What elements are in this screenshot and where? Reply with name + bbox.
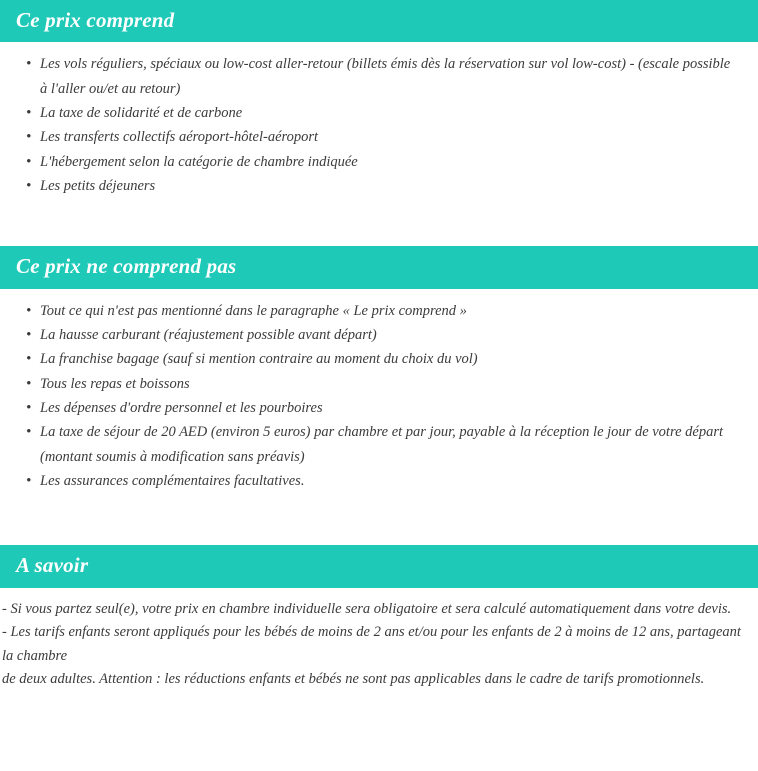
note-paragraph: - Si vous partez seul(e), votre prix en chambre individuelle sera obligatoire et sera calculé automatiquement dans votre devis.: [2, 600, 732, 617]
section-title-price-excludes: Ce prix ne comprend pas: [0, 246, 758, 288]
list-item: • Tous les repas et boissons: [0, 372, 736, 396]
section-price-includes: [0, 0, 758, 198]
list-item: • La franchise bagage (sauf si mention contraire au moment du choix du vol): [0, 347, 736, 371]
section-spacer-1: [0, 198, 758, 246]
section-price-excludes: [0, 246, 758, 493]
list-item: • Les dépenses d'ordre personnel et les pourboires: [0, 396, 736, 420]
section-good-to-know: [0, 545, 758, 691]
note-paragraph: de deux adultes. Attention : les réductions enfants et bébés ne sont pas applicables dans le cadre de tarifs promotionnels.: [2, 671, 705, 688]
section-spacer-2: [0, 493, 758, 545]
list-item: • L'hébergement selon la catégorie de chambre indiquée: [0, 150, 736, 174]
list-item: • Tout ce qui n'est pas mentionné dans le paragraphe « Le prix comprend »: [0, 299, 736, 323]
list-item: • La taxe de séjour de 20 AED (environ 5 euros) par chambre et par jour, payable à la réception le jour de votre départ (montant soumis à modification sans préavis): [0, 420, 736, 469]
list-item: • La hausse carburant (réajustement possible avant départ): [0, 323, 736, 347]
note-paragraph: - Les tarifs enfants seront appliqués pour les bébés de moins de 2 ans et/ou pour les enfants de 2 à moins de 12 ans, partageant la chambre: [2, 624, 741, 664]
list-item: • Les transferts collectifs aéroport-hôtel-aéroport: [0, 125, 736, 149]
list-item: • La taxe de solidarité et de carbone: [0, 101, 736, 125]
section-title-good-to-know: A savoir: [0, 545, 758, 587]
section-title-price-includes: Ce prix comprend: [0, 0, 758, 42]
price-excludes-list: [0, 299, 758, 494]
good-to-know-notes: [0, 588, 758, 692]
price-includes-list: [0, 52, 758, 198]
section-body-price-excludes: [0, 289, 758, 494]
list-item: • Les vols réguliers, spéciaux ou low-cost aller-retour (billets émis dès la réservation sur vol low-cost) - (escale possible à l'aller ou/et au retour): [0, 52, 736, 101]
list-item: • Les assurances complémentaires facultatives.: [0, 469, 736, 493]
list-item: • Les petits déjeuners: [0, 174, 736, 198]
section-body-price-includes: [0, 42, 758, 198]
